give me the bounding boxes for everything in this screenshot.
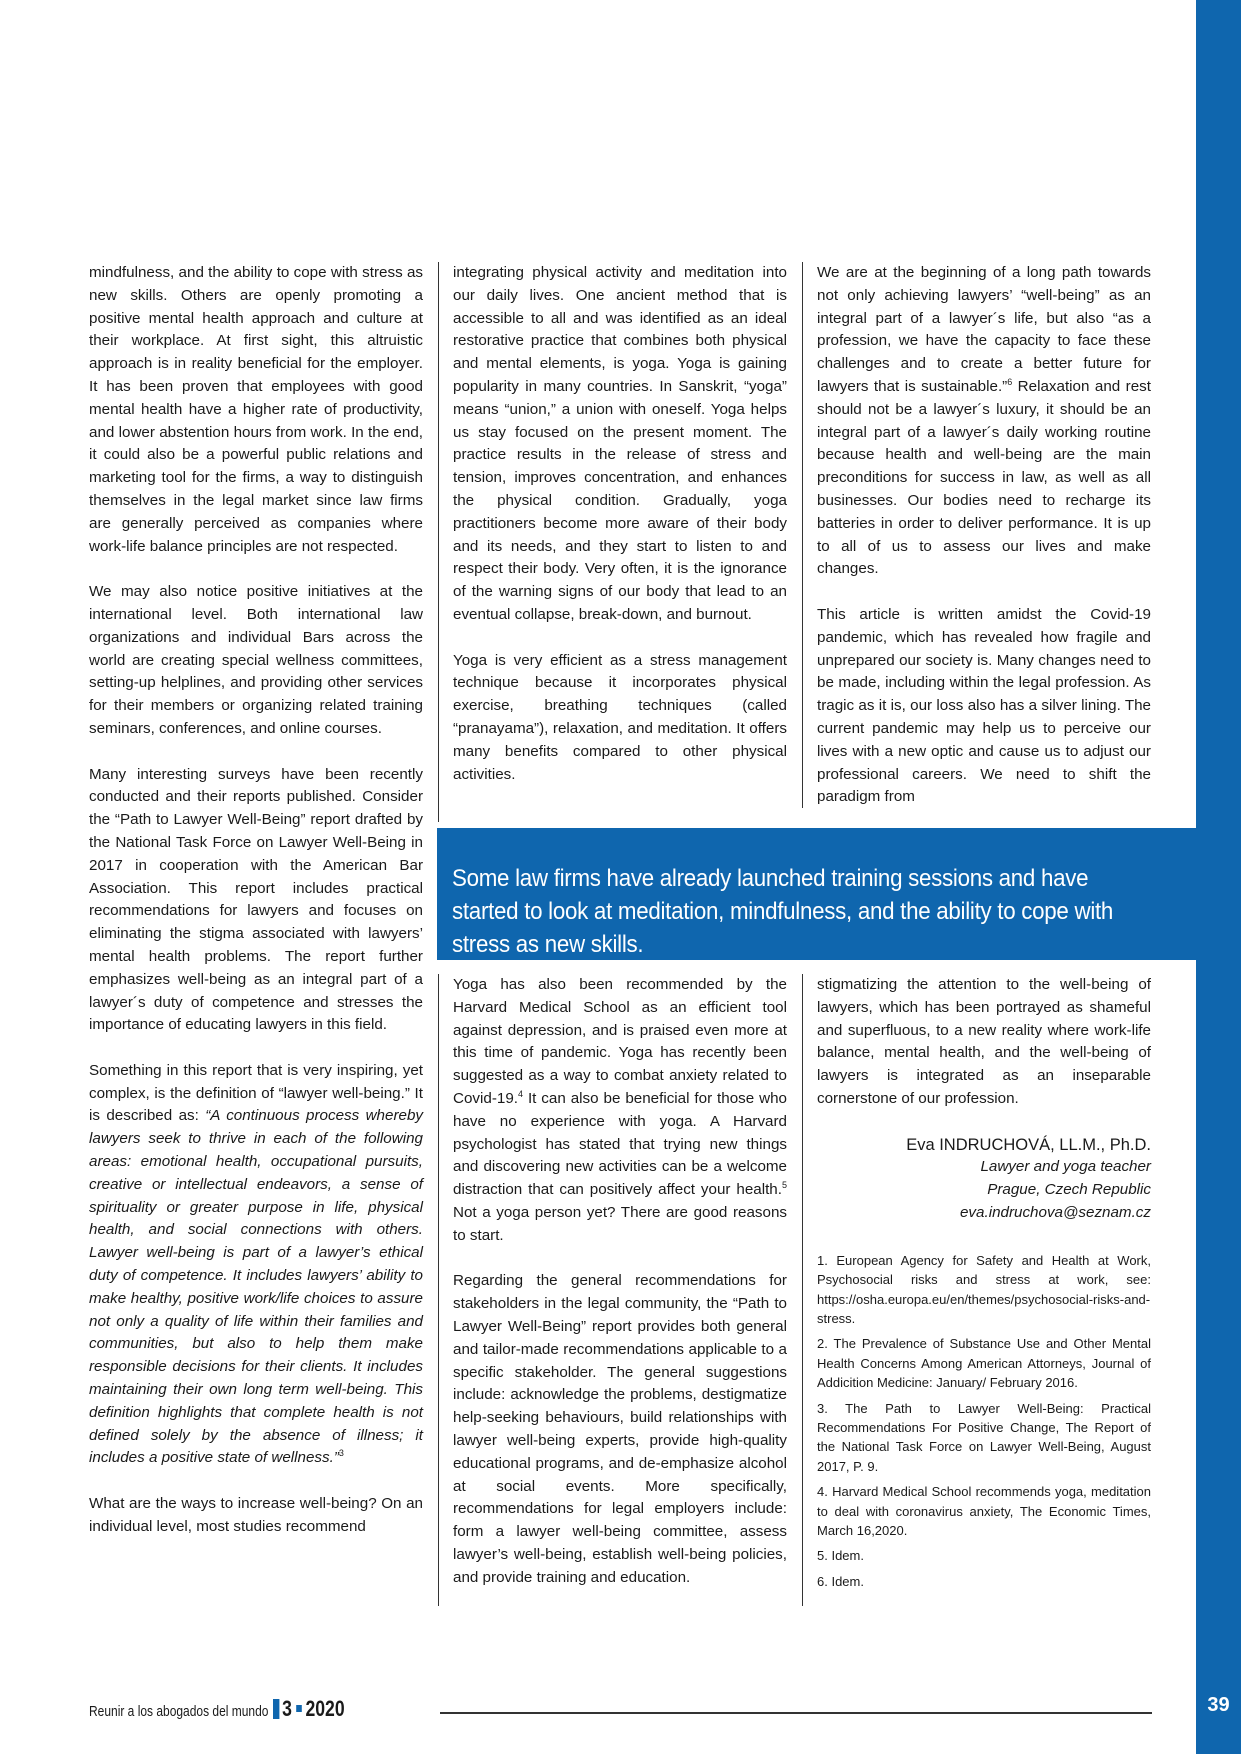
paragraph: We may also notice positive initiatives at the international level. Both international law organizations and individual Bars across the world are creating special wellness committees, setting-up helplines, and providing other services for their members or organizing related training seminars, conferences, and online courses. [89,583,423,737]
footnote: 1. European Agency for Safety and Health at Work, Psychosocial risks and stress at work, see: https://osha.europa.eu/en/themes/psychosocial-risks-and-stress. [817,1252,1151,1326]
footnote-ref: 3 [338,1448,344,1459]
article-column-1 [89,262,423,1539]
paragraph: stigmatizing the attention to the well-being of lawyers, which has been portrayed as shameful and superfluous, to a new reality where work-life balance, mental health, and the well-being of lawyers is integrated as an inseparable cornerstone of our profession. [817,976,1151,1107]
footer-square-mark [296,1705,302,1712]
author-location: Prague, Czech Republic [987,1181,1151,1199]
footnote: 6. Idem. [817,1573,864,1589]
column-divider [438,974,439,1606]
footer-bar-mark [273,1699,279,1719]
publication-name: Reunir a los abogados del mundo [89,1703,269,1720]
author-email: eva.indruchova@seznam.cz [959,1203,1151,1221]
footnote-ref: 6 [1007,376,1013,387]
footnote: 5. Idem. [817,1548,864,1564]
footnote-ref: 5 [781,1180,787,1191]
definition-quote: “A continuous process whereby lawyers seek to thrive in each of the following areas: emotional health, occupational pursuits, creative or intellectual endeavors, a sense of spirituality or greater purpose in life, physical health, and social connections with others. Lawyer well-being is part of a lawyer’s ethical duty of competence. It includes lawyers’ ability to make healthy, positive work/life choices to assure not only a quality of life within their families and communities, but also to help them make responsible decisions for their clients. It includes maintaining their own long term well-being. This definition highlights that complete health is not defined solely by the absence of illness; it includes a positive state of wellness.” [89,1107,423,1467]
footnote: 4. Harvard Medical School recommends yoga, meditation to deal with coronavirus anxiety, The Economic Times, March 16,2020. [817,1484,1151,1539]
definition-intro: Something in this report that is very inspiring, yet complex, is the definition of “lawyer well-being.” It is described as: [89,1061,423,1125]
pull-quote: Some law firms have already launched training sessions and have started to look at meditation, mindfulness, and the ability to cope with stress as new skills. [452,865,1114,958]
footnote: 3. The Path to Lawyer Well-Being: Practical Recommendations For Positive Change, The Report of the National Task Force on Lawyer Well-Being, August 2017, P. 9. [817,1400,1151,1474]
author-role: Lawyer and yoga teacher [980,1158,1151,1176]
paragraph: mindfulness, and the ability to cope with stress as new skills. Others are openly promoting a positive mental health approach and culture at their workplace. At first sight, this altruistic approach is in reality beneficial for the employer. It has been proven that employees with good mental health have a higher rate of productivity, and lower abstention hours from work. In the end, it could also be a powerful public relations and marketing tool for the firms, a way to distinguish themselves in the legal market since law firms are generally perceived as companies where work-life balance principles are not respected. [89,264,423,555]
paragraph: integrating physical activity and meditation into our daily lives. One ancient method that is accessible to all and was identified as an ideal restorative practice that combines both physical and mental elements, is yoga. Yoga is gaining popularity in many countries. In Sanskrit, “yoga” means “union,” a union with oneself. Yoga helps us stay focused on the present moment. The practice results in the release of stress and tension, improves concentration, and enhances the physical condition. Gradually, yoga practitioners become more aware of their body and its needs, and they start to listen to and respect their body. Very often, it is the ignorance of the warning signs of our body that lead to an eventual collapse, break-down, and burnout. [453,264,787,623]
column-divider [438,262,439,822]
author-name: Eva INDRUCHOVÁ, LL.M., Ph.D. [906,1135,1151,1154]
paragraph: We are at the beginning of a long path towards not only achieving lawyers’ “well-being” as an integral part of a lawyer´s life, but also “as a profession, we have the capacity to face these challenges and to create a better future for lawyers that is sustainable.”$^6$ Relaxation and rest should not be a lawyer´s luxury, it should be an integral part of a lawyer´s daily working routine because health and well-being are the main preconditions for success in law, as well as all businesses. Our bodies need to recharge its batteries in order to deliver performance. It is up to all of us to assess our lives and make changes. [817,264,1151,578]
footnote: 2. The Prevalence of Substance Use and Other Mental Health Concerns Among American Attorneys, Journal of Addicition Medicine: January/ February 2016. [817,1336,1151,1391]
paragraph: Yoga is very efficient as a stress management technique because it incorporates physical exercise, breathing techniques (called “pranayama”), relaxation, and meditation. It offers many benefits compared to other physical activities. [453,651,787,783]
paragraph: Many interesting surveys have been recently conducted and their reports published. Consider the “Path to Lawyer Well-Being” report drafted by the National Task Force on Lawyer Well-Being in 2017 in cooperation with the American Bar Association. This report includes practical recommendations for lawyers and focuses on eliminating the stigma associated with lawyers’ mental health problems. The report further emphasizes well-being as an integral part of a lawyer´s duty of competence and stresses the importance of educating lawyers in this field. [89,765,423,1034]
page-edge-bar [1196,0,1241,1754]
article-column-3-continued [817,974,1151,1597]
issue-year: 2020 [305,1696,345,1721]
footnote-ref: 4 [518,1088,524,1099]
paragraph: Regarding the general recommendations for stakeholders in the legal community, the “Path to Lawyer Well-Being” report provides both general and tailor-made recommendations applicable to a specific stakeholder. The general suggestions include: acknowledge the problems, destigmatize help-seeking behaviours, build relationships with lawyer well-being experts, provide high-quality educational programs, and de-emphasize alcohol at social events. More specifically, recommendations for legal employers include: form a lawyer well-being committee, assess lawyer’s well-being, establish well-being policies, and provide training and education. [453,1272,787,1586]
issue-number: 3 [282,1696,292,1721]
definition-paragraph [89,1060,423,1470]
article-column-2 [453,262,787,786]
footer-rule [440,1712,1152,1714]
footer-publication [89,1696,345,1722]
column-divider [802,974,803,1606]
article-column-3 [817,262,1151,809]
column-divider [802,262,803,808]
footnotes [817,1251,1151,1592]
paragraph: This article is written amidst the Covid-19 pandemic, which has revealed how fragile and unprepared our society is. Many changes need to be made, including within the legal profession. As tragic as it is, our loss also has a silver lining. The current pandemic may help us to perceive our lives with a new optic and cause us to adjust our professional careers. We need to shift the paradigm from [817,605,1151,806]
paragraph: Yoga has also been recommended by the Harvard Medical School as an efficient tool against depression, and is praised even more at this time of pandemic. Yoga has recently been suggested as a way to combat anxiety related to Covid-19.$^4$ It can also be beneficial for those who have no experience with yoga. A Harvard psychologist has stated that trying new things and discovering new activities can be a welcome distraction that can positively affect your health.$^5$ Not a yoga person yet? There are good reasons to start. [453,976,787,1244]
author-signature [817,1134,1151,1225]
paragraph: What are the ways to increase well-being? On an individual level, most studies recommend [89,1495,423,1535]
page-number: 39 [1207,1694,1230,1716]
article-column-2-continued [453,974,787,1590]
